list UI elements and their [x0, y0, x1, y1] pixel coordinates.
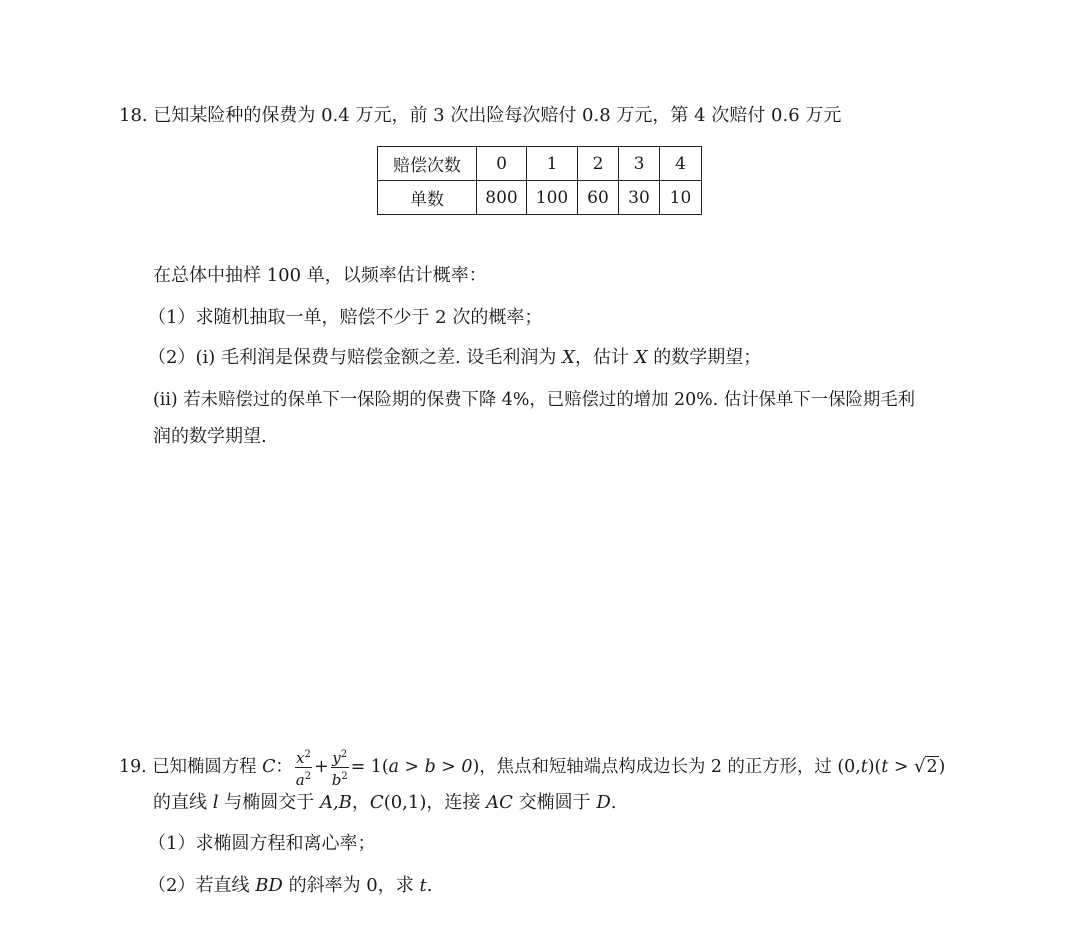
- table-row: [378, 181, 702, 215]
- q19-part2-c: .: [426, 875, 433, 896]
- point-c-coords: (0,1): [383, 792, 427, 813]
- claims-table: [377, 146, 702, 215]
- q19-stem-line2: [153, 791, 617, 815]
- table-cell: 2: [578, 147, 619, 181]
- table-cell: 1: [527, 147, 578, 181]
- sqrt-icon: √: [913, 756, 926, 777]
- variable-x: X: [634, 347, 648, 368]
- a-var: a: [295, 771, 305, 789]
- q19-stem-b: ，焦点和短轴端点构成边长为 2 的正方形，过: [479, 757, 838, 777]
- equals-one: = 1(: [350, 757, 389, 777]
- points-ab: A,B: [319, 792, 352, 813]
- point-c: C: [369, 792, 384, 813]
- table-cell: 800: [477, 181, 527, 215]
- table-cell: 100: [527, 181, 578, 215]
- q19-stem-line1: [119, 744, 945, 790]
- table-cell: 0: [477, 147, 527, 181]
- y-var: y: [332, 749, 341, 767]
- exponent: 2: [304, 771, 312, 782]
- b-var: b: [331, 771, 342, 789]
- condition: a > b > 0: [388, 757, 473, 777]
- q19-line2-c: ，: [351, 792, 370, 813]
- paren-close: ): [938, 757, 946, 777]
- exponent: 2: [341, 771, 348, 782]
- line-l: l: [212, 792, 219, 813]
- q18-intro: 在总体中抽样 100 单，以频率估计概率：: [153, 265, 487, 286]
- segment-ac: AC: [486, 792, 513, 813]
- line-bd: BD: [255, 875, 283, 896]
- t-var: t: [881, 757, 889, 777]
- q18-part3-line2: 润的数学期望.: [153, 426, 267, 447]
- table-cell: 10: [660, 181, 702, 215]
- variable-x: X: [562, 347, 575, 368]
- q18-part2: [148, 346, 761, 370]
- radicand: 2: [926, 757, 938, 777]
- x-var: x: [296, 749, 305, 767]
- q19-part1: （1）求椭圆方程和离心率；: [148, 833, 376, 854]
- fraction-x-over-a: [295, 746, 312, 789]
- sqrt-two: [914, 744, 939, 790]
- q19-part2-a: （2）若直线: [148, 875, 256, 896]
- q18-stem: 已知某险种的保费为 0.4 万元，前 3 次出险每次赔付 0.8 万元，第 4 次赔付 0.6 万元: [153, 105, 842, 126]
- q19-line2-d: ，连接: [426, 792, 487, 813]
- exponent: 2: [340, 749, 348, 760]
- q19-part2: [148, 874, 432, 898]
- point-close: )(: [867, 757, 882, 777]
- table-row: [378, 147, 702, 181]
- point-open: (0,: [837, 757, 861, 777]
- table-cell: 3: [619, 147, 660, 181]
- ellipse-name: C: [262, 757, 276, 777]
- table-cell: 赔偿次数: [378, 147, 477, 181]
- q18-part3-line1: (ii) 若未赔偿过的保单下一保险期的保费下降 4%，已赔偿过的增加 20%. 估计保单下一保险期毛利: [153, 390, 916, 410]
- t-var: t: [860, 757, 868, 777]
- q18-part2-text-b: ，估计: [574, 347, 635, 368]
- table-cell: 30: [619, 181, 660, 215]
- colon: ：: [275, 757, 293, 777]
- exponent: 2: [304, 749, 311, 760]
- q19-part2-b: 的斜率为 0，求: [282, 875, 420, 896]
- point-d: D: [596, 792, 611, 813]
- table-cell: 单数: [378, 181, 477, 215]
- q19-line2-a: 的直线: [153, 792, 213, 813]
- q18-part2-text-a: （2）(i) 毛利润是保费与赔偿金额之差. 设毛利润为: [148, 347, 563, 368]
- q18-number: 18.: [119, 105, 148, 126]
- q19-line2-b: 与椭圆交于: [218, 792, 320, 813]
- q18-part2-text-c: 的数学期望；: [647, 347, 762, 368]
- table-cell: 4: [660, 147, 702, 181]
- q19-stem-a: 已知椭圆方程: [152, 757, 263, 777]
- table-cell: 60: [578, 181, 619, 215]
- q18-stem-line: [119, 104, 841, 128]
- close-paren: ): [472, 757, 480, 777]
- q19-line2-f: .: [610, 792, 617, 813]
- q19-number: 19.: [119, 757, 147, 777]
- t-var: t: [419, 875, 427, 896]
- greater-than: >: [888, 757, 914, 777]
- fraction-y-over-b: [331, 746, 349, 789]
- plus-sign: +: [314, 757, 329, 777]
- q18-part1: （1）求随机抽取一单，赔偿不少于 2 次的概率；: [148, 307, 543, 328]
- q19-line2-e: 交椭圆于: [512, 792, 597, 813]
